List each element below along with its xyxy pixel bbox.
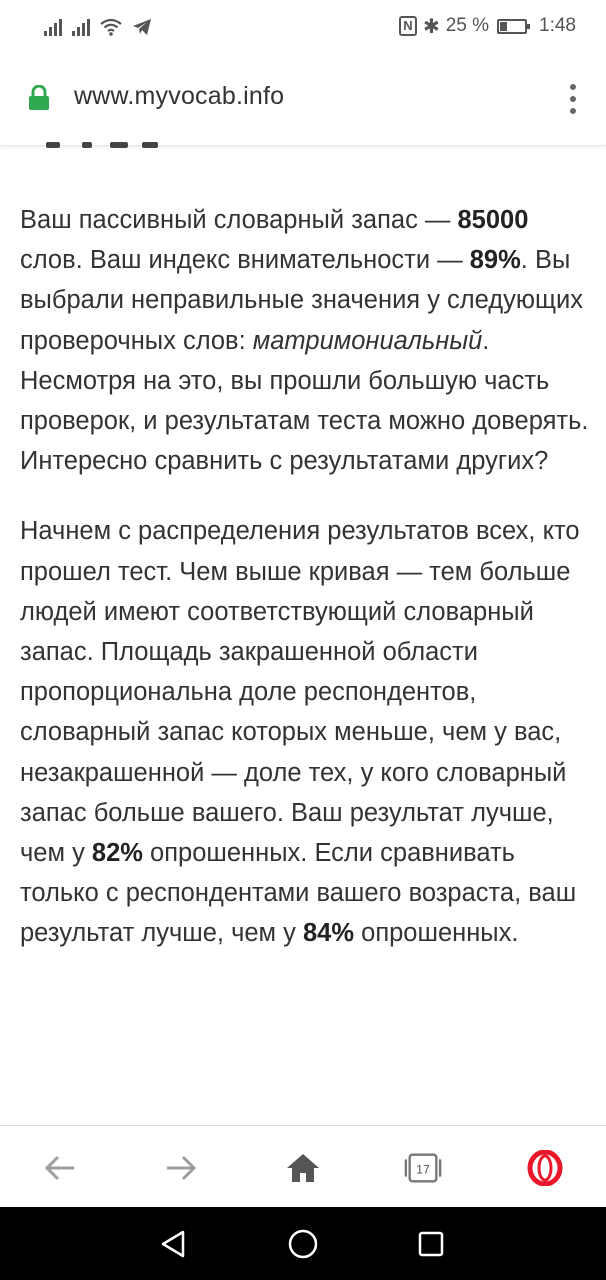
distribution-paragraph — [20, 511, 590, 953]
forward-button[interactable] — [161, 1148, 201, 1188]
text-span: слов. Ваш индекс внимательности — — [20, 246, 470, 275]
better-than-all-value: 82% — [91, 839, 143, 868]
home-icon — [285, 1152, 321, 1184]
url-text[interactable]: www.myvocab.info — [74, 82, 285, 110]
telegram-icon — [132, 18, 152, 36]
more-options-icon[interactable] — [568, 84, 578, 114]
vocabulary-size-value: 85000 — [457, 206, 529, 234]
attention-index-value: 89% — [469, 246, 521, 275]
text-span: Начнем с распределения результатов всех, кто прошел тест. Чем выше кривая — тем больше людей имеют соответствующий словарный запас. Площадь закрашенной области пропорциональна доле респондентов, словарный запас которых меньше, чем у вас, незакрашенной — доле тех, у кого словарный запас больше вашего. Ваш результат лучше, чем у — [20, 517, 580, 868]
status-icons-left — [44, 14, 152, 36]
arrow-left-icon — [44, 1154, 76, 1182]
home-button[interactable] — [283, 1148, 323, 1188]
tabs-icon — [403, 1151, 443, 1185]
text-span: опрошенных. Если сравнивать только с респондентами вашего возраста, ваш результат лучше, чем у — [20, 839, 577, 948]
battery-percent: 25 % — [445, 15, 490, 36]
system-back-button[interactable] — [156, 1227, 190, 1261]
arrow-right-icon — [165, 1154, 197, 1182]
wrong-word: матримониальный — [252, 326, 483, 355]
system-recents-button[interactable] — [414, 1227, 448, 1261]
circle-home-icon — [287, 1228, 319, 1260]
square-recents-icon — [417, 1230, 445, 1258]
clock: 1:48 — [539, 15, 576, 36]
nfc-icon: N — [399, 16, 417, 36]
wifi-icon — [100, 18, 122, 36]
status-bar — [0, 0, 606, 52]
tabs-button[interactable] — [403, 1148, 443, 1188]
signal-strength-icon — [44, 18, 62, 36]
triangle-back-icon — [159, 1229, 187, 1259]
system-navigation-bar — [0, 1207, 606, 1280]
result-summary-paragraph — [20, 200, 590, 481]
browser-bottom-toolbar — [0, 1125, 606, 1207]
back-button[interactable] — [40, 1148, 80, 1188]
article-content — [20, 200, 590, 954]
opera-menu-button[interactable] — [525, 1148, 565, 1188]
text-span: . Вы выбрали неправильные значения у следующих проверочных слов: — [20, 246, 584, 355]
lock-icon — [28, 85, 50, 111]
system-home-button[interactable] — [286, 1227, 320, 1261]
tabs-count: 17 — [416, 1162, 430, 1177]
text-span: опрошенных. — [354, 919, 519, 948]
better-than-age-group-value: 84% — [303, 919, 355, 948]
status-icons-right — [399, 14, 576, 38]
opera-logo-icon — [527, 1150, 563, 1186]
text-span: Ваш пассивный словарный запас — — [20, 206, 458, 234]
text-span: . Несмотря на это, вы прошли большую часть проверок, и результатам теста можно доверять. Интересно сравнить с результатами других? — [20, 326, 589, 476]
bluetooth-icon: ✱ — [422, 15, 440, 38]
signal-strength-2-icon — [72, 18, 90, 36]
scrolled-heading-fragment — [24, 118, 184, 148]
battery-icon — [497, 19, 527, 34]
